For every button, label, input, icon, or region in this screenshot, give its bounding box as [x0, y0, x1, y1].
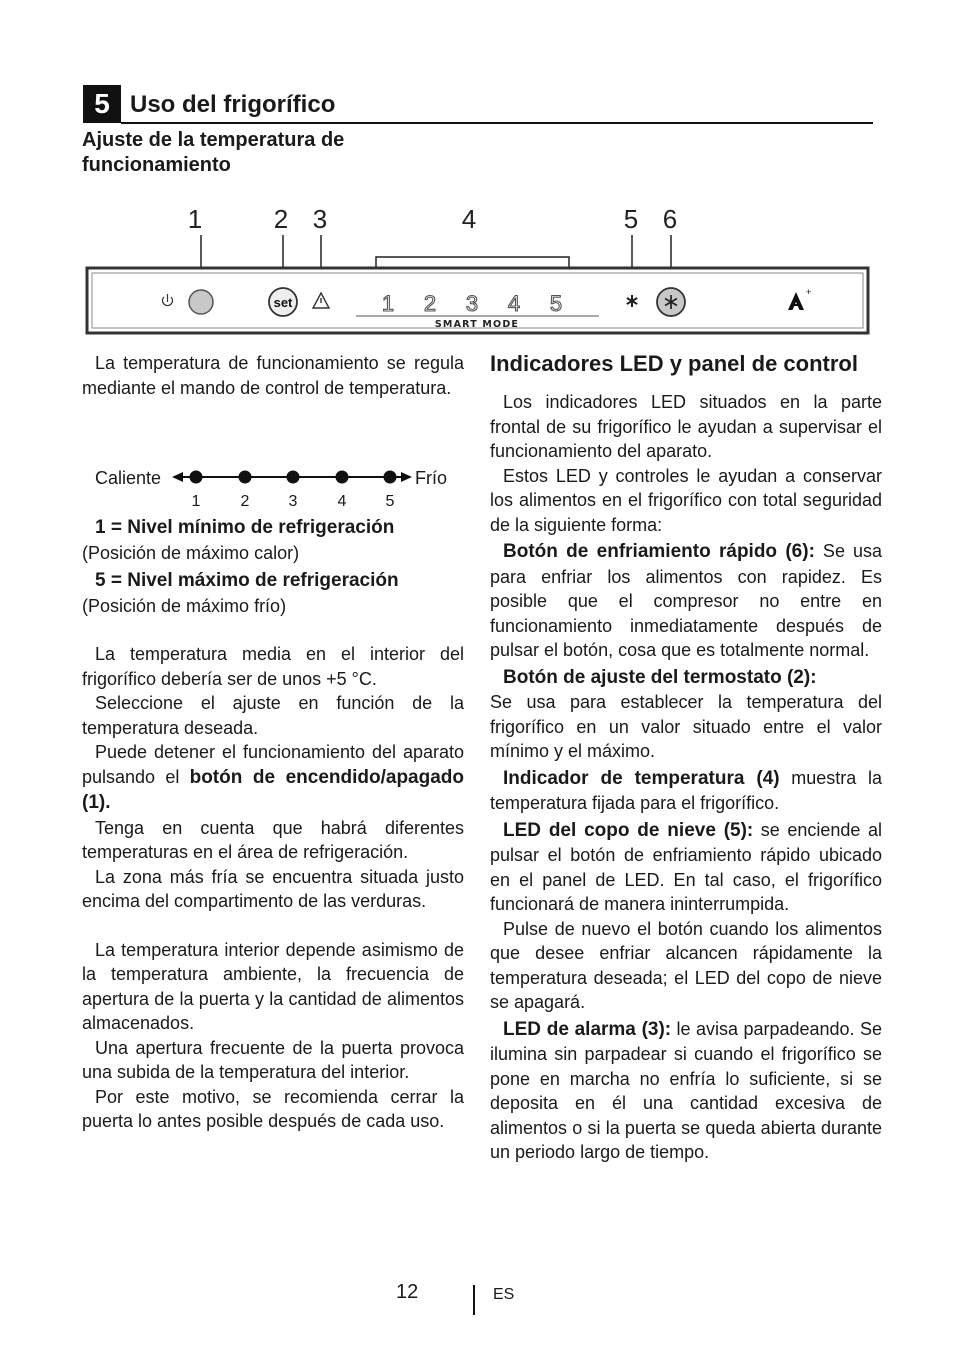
paragraph-select-setting: Seleccione el ajuste en función de la temperatura deseada.	[82, 693, 464, 738]
section-rule	[121, 122, 873, 124]
paragraph-stop-appliance	[82, 740, 464, 816]
intro-paragraph: La temperatura de funcionamiento se regula mediante el mando de control de temperatura.	[82, 353, 464, 398]
section-number: 5	[83, 85, 121, 123]
callout-3: 3	[312, 204, 328, 234]
snowflake-led-text: se enciende al pulsar el botón de enfriamiento rápido ubicado en el panel de LED. En tal caso, el frigorífico funcionará de manera ininterrumpida.	[490, 819, 882, 914]
scale-tick-3: 3	[288, 493, 298, 510]
quick-cool-label: Botón de enfriamiento rápido (6):	[503, 541, 815, 562]
thermostat-label: Botón de ajuste del termostato (2):	[503, 666, 817, 688]
temp-digit-1: 1	[381, 291, 395, 316]
footer-divider	[473, 1285, 475, 1315]
level-1-label: 1 = Nivel mínimo de refrigeración	[95, 517, 395, 538]
paragraph-led-controls: Estos LED y controles le ayudan a conservar los alimentos en el frigorífico con total seguridad de la siguiente forma:	[490, 465, 882, 535]
left-column-intro	[82, 351, 464, 400]
paragraph-alarm-led	[490, 1017, 882, 1165]
temp-digit-2: 2	[423, 291, 437, 316]
level-5-label: 5 = Nivel máximo de refrigeración	[95, 570, 399, 591]
svg-text:+: +	[806, 287, 812, 297]
section-title: Uso del frigorífico	[130, 91, 336, 118]
temp-digit-4: 4	[507, 291, 521, 316]
quick-cool-text: Se usa para enfriar los alimentos con rapidez. Es posible que el compresor no entre en funcionamiento inmediatamente después de pulsar el botón, cosa que es totalmente normal.	[490, 541, 883, 660]
paragraph-coldest-zone: La zona más fría se encuentra situada justo encima del compartimento de las verduras.	[82, 866, 464, 911]
thermostat-label-line	[490, 665, 882, 691]
quick-cool-button[interactable]	[657, 288, 685, 316]
page-number: 12	[396, 1281, 419, 1303]
paragraph-press-again: Pulse de nuevo el botón cuando los alimentos que desee enfriar alcancen rápidamente la temperatura deseada; el LED del copo de nieve se apagará.	[490, 918, 882, 1012]
smart-mode-label: SMART MODE	[434, 319, 520, 330]
arrow-left-icon	[172, 472, 183, 482]
scale-dot	[190, 471, 203, 484]
language-code: ES	[493, 1286, 515, 1303]
paragraph-close-door: Por este motivo, se recomienda cerrar la puerta lo antes posible después de cada uso.	[82, 1086, 464, 1131]
arrow-right-icon	[401, 472, 412, 482]
temperature-scale	[90, 462, 470, 514]
temp-indicator-label: Indicador de temperatura (4)	[503, 767, 780, 789]
right-column	[490, 351, 882, 1165]
left-column-body	[82, 516, 464, 1134]
subheading: Ajuste de la temperatura de funcionamiento	[82, 129, 345, 176]
control-panel-diagram	[80, 195, 880, 340]
paragraph-led-intro: Los indicadores LED situados en la parte frontal de su frigorífico le ayudan a supervisar el funcionamiento del aparato.	[490, 392, 882, 461]
scale-dot	[287, 471, 300, 484]
paragraph-door-opening: Una apertura frecuente de la puerta provoca una subida de la temperatura del interior.	[82, 1037, 464, 1082]
paragraph-temp-indicator	[490, 766, 882, 816]
level-1-note: (Posición de máximo calor)	[82, 542, 300, 563]
snowflake-led-label: LED del copo de nieve (5):	[503, 819, 754, 841]
alarm-led-text: le avisa parpadeando. Se ilumina sin parpadear si cuando el frigorífico se pone en marcha no enfría lo suficiente, si se deposita en él una cantidad excesiva de alimentos o si la puerta se queda abierta durante un periodo largo de tiempo.	[490, 1018, 883, 1162]
scale-tick-4: 4	[337, 493, 347, 510]
level-5-note: (Posición de máximo frío)	[82, 595, 287, 616]
callout-4: 4	[461, 204, 477, 234]
scale-right-label: Frío	[415, 468, 448, 488]
set-label: set	[273, 295, 293, 310]
scale-tick-5: 5	[385, 493, 395, 510]
stop-text: Puede detener el funcionamiento del aparato pulsando el	[82, 742, 464, 787]
scale-tick-1: 1	[191, 493, 201, 510]
thermostat-text: Se usa para establecer la temperatura del frigorífico en un valor situado entre el valor mínimo y el máximo.	[490, 692, 882, 761]
right-column-title: Indicadores LED y panel de control	[490, 351, 858, 376]
paragraph-interior-temp: La temperatura interior depende asimismo de la temperatura ambiente, la frecuencia de apertura de la puerta y la cantidad de alimentos almacenados.	[82, 939, 464, 1033]
callout-5: 5	[623, 204, 639, 234]
scale-left-label: Caliente	[95, 468, 162, 488]
scale-tick-2: 2	[240, 493, 250, 510]
callout-1: 1	[187, 204, 203, 234]
callout-6: 6	[662, 204, 678, 234]
paragraph-quick-cool	[490, 539, 882, 663]
scale-dot	[336, 471, 349, 484]
temp-digit-3: 3	[465, 291, 479, 316]
power-button[interactable]	[189, 290, 213, 314]
paragraph-temperature-areas: Tenga en cuenta que habrá diferentes temperaturas en el área de refrigeración.	[82, 817, 464, 862]
scale-dot	[239, 471, 252, 484]
temp-digit-5: 5	[549, 291, 563, 316]
temp-indicator-text: muestra la temperatura fijada para el frigorífico.	[490, 767, 882, 813]
power-button-reference: botón de encendido/apagado (1).	[82, 766, 464, 813]
paragraph-snowflake-led	[490, 818, 882, 917]
alarm-led-label: LED de alarma (3):	[503, 1018, 672, 1040]
callout-2: 2	[273, 204, 289, 234]
paragraph-avg-temp: La temperatura media en el interior del frigorífico debería ser de unos +5 °C.	[82, 644, 464, 689]
scale-dot	[384, 471, 397, 484]
set-button[interactable]	[269, 288, 297, 316]
